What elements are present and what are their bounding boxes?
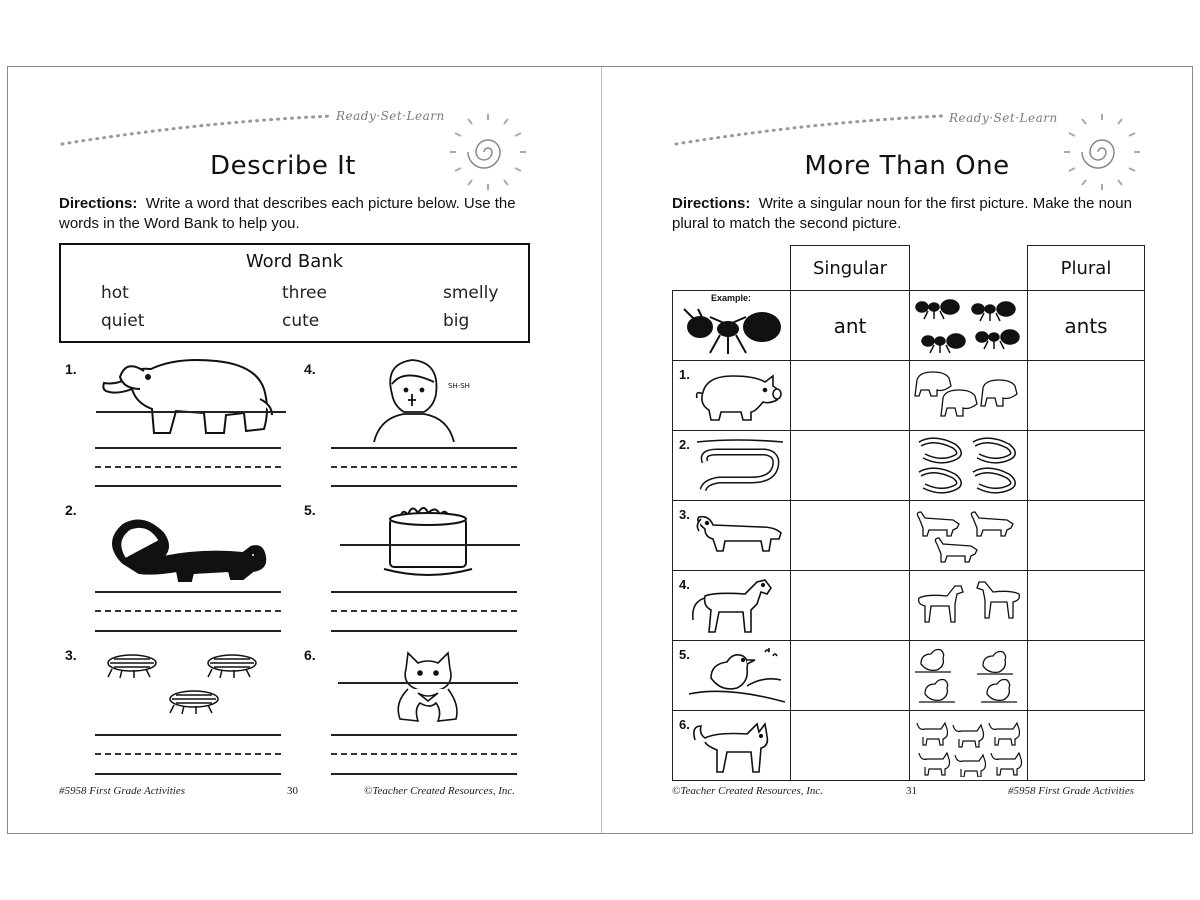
writing-line (331, 773, 517, 775)
plural-answer-cell[interactable] (1028, 501, 1145, 571)
writing-line-dashed (331, 753, 517, 755)
plural-picture-cell (910, 641, 1028, 711)
page-title: Describe It (210, 151, 356, 181)
writing-line-dashed (95, 610, 281, 612)
snake-icon (695, 438, 785, 494)
example-plural: ants (1028, 291, 1145, 361)
table-row (673, 501, 1145, 571)
singular-answer-cell[interactable] (791, 361, 910, 431)
table-row (673, 711, 1145, 781)
ant-icon (680, 307, 784, 359)
bugs-icon (104, 647, 274, 727)
left-page (8, 67, 601, 833)
dotted-swoosh (674, 112, 944, 148)
sun-icon (448, 112, 528, 192)
plural-answer-cell[interactable] (1028, 361, 1145, 431)
dogs-icon (913, 508, 1025, 564)
item-number: 6. (304, 647, 316, 663)
writing-line-dashed (95, 466, 281, 468)
plural-answer-cell[interactable] (1028, 431, 1145, 501)
writing-line-dashed (331, 466, 517, 468)
directions-label: Directions: (59, 195, 138, 212)
writing-line (95, 773, 281, 775)
pigs-icon (913, 368, 1025, 424)
footer-left: #5958 First Grade Activities (59, 785, 185, 797)
directions-text: Write a word that describes each picture below. Use the words in the Word Bank to help you. (59, 195, 516, 232)
word-bank-word: smelly (443, 283, 499, 303)
row-number: 4. (679, 577, 690, 592)
right-page (602, 67, 1194, 833)
singular-answer-cell[interactable] (791, 431, 910, 501)
page-number: 30 (287, 785, 298, 797)
writing-line[interactable] (331, 447, 517, 449)
word-bank-title: Word Bank (245, 251, 344, 272)
dog-icon (691, 511, 787, 561)
writing-line[interactable] (331, 734, 517, 736)
plural-picture-cell (910, 501, 1028, 571)
directions (672, 194, 1152, 234)
singular-picture-cell (673, 711, 791, 781)
plural-picture-cell (910, 361, 1028, 431)
word-bank-word: three (282, 283, 327, 303)
brand-label: Ready·Set·Learn (949, 111, 1058, 125)
item-number: 2. (65, 502, 77, 518)
footer-right: ©Teacher Created Resources, Inc. (364, 785, 516, 797)
word-bank (59, 243, 530, 343)
writing-line[interactable] (95, 591, 281, 593)
word-bank-word: big (443, 311, 470, 331)
table-row (673, 571, 1145, 641)
singular-picture-cell (673, 641, 791, 711)
singular-picture-cell (673, 501, 791, 571)
plural-picture-cell (910, 431, 1028, 501)
singular-header: Singular (791, 246, 910, 291)
writing-line[interactable] (95, 734, 281, 736)
sun-icon (1062, 112, 1142, 192)
pig-icon (693, 368, 783, 424)
word-bank-word: quiet (101, 311, 145, 331)
plural-answer-cell[interactable] (1028, 641, 1145, 711)
singular-picture-cell (673, 431, 791, 501)
example-plural-picture-cell (910, 291, 1028, 361)
horses-icon (913, 578, 1025, 634)
book-spread (7, 66, 1193, 834)
skunk-icon (103, 513, 273, 588)
writing-line-dashed (331, 610, 517, 612)
writing-line (95, 630, 281, 632)
item-number: 1. (65, 361, 77, 377)
row-number: 1. (679, 367, 690, 382)
noun-table (672, 245, 1145, 781)
bird-icon (687, 646, 787, 706)
sh-caption: SH-SH (448, 382, 470, 390)
writing-line[interactable] (95, 447, 281, 449)
singular-answer-cell[interactable] (791, 501, 910, 571)
directions-text: Write a singular noun for the first picture. Make the noun plural to match the second picture. (672, 195, 1132, 232)
writing-line (95, 485, 281, 487)
plural-answer-cell[interactable] (1028, 711, 1145, 781)
row-number: 2. (679, 437, 690, 452)
cat-icon (687, 716, 783, 776)
table-row (673, 361, 1145, 431)
item-number: 3. (65, 647, 77, 663)
word-bank-word: hot (101, 283, 129, 303)
directions (59, 194, 539, 234)
singular-answer-cell[interactable] (791, 641, 910, 711)
table-row (673, 431, 1145, 501)
item-number: 5. (304, 502, 316, 518)
page-title: More Than One (804, 151, 1010, 181)
row-number: 3. (679, 507, 690, 522)
writing-line (331, 630, 517, 632)
dotted-swoosh (60, 112, 335, 148)
plural-picture-cell (910, 711, 1028, 781)
singular-picture-cell (673, 361, 791, 431)
birds-icon (913, 646, 1025, 706)
example-picture-cell (673, 291, 791, 361)
plural-answer-cell[interactable] (1028, 571, 1145, 641)
example-singular: ant (791, 291, 910, 361)
writing-line[interactable] (331, 591, 517, 593)
writing-line-dashed (95, 753, 281, 755)
row-number: 6. (679, 717, 690, 732)
cats-icon (913, 715, 1025, 777)
ants-icon (914, 295, 1024, 357)
writing-line (331, 485, 517, 487)
girl-shushing-icon (364, 354, 474, 442)
footer-right: #5958 First Grade Activities (1008, 785, 1134, 797)
table-row (673, 641, 1145, 711)
word-bank-word: cute (282, 311, 320, 331)
hot-pot-icon (340, 501, 520, 581)
footer-left: ©Teacher Created Resources, Inc. (672, 785, 824, 797)
singular-answer-cell[interactable] (791, 571, 910, 641)
item-number: 4. (304, 361, 316, 377)
singular-answer-cell[interactable] (791, 711, 910, 781)
plural-picture-cell (910, 571, 1028, 641)
snakes-icon (914, 436, 1024, 496)
horse-icon (685, 576, 785, 636)
singular-picture-cell (673, 571, 791, 641)
elephant-icon (96, 349, 286, 439)
brand-label: Ready·Set·Learn (336, 109, 445, 123)
row-number: 5. (679, 647, 690, 662)
directions-label: Directions: (672, 195, 751, 212)
plural-header: Plural (1028, 246, 1145, 291)
kitten-icon (338, 649, 518, 727)
table-row (673, 291, 1145, 361)
page-number: 31 (906, 785, 917, 797)
example-label: Example: (711, 293, 752, 303)
blank-cell (910, 246, 1028, 291)
blank-cell (673, 246, 791, 291)
